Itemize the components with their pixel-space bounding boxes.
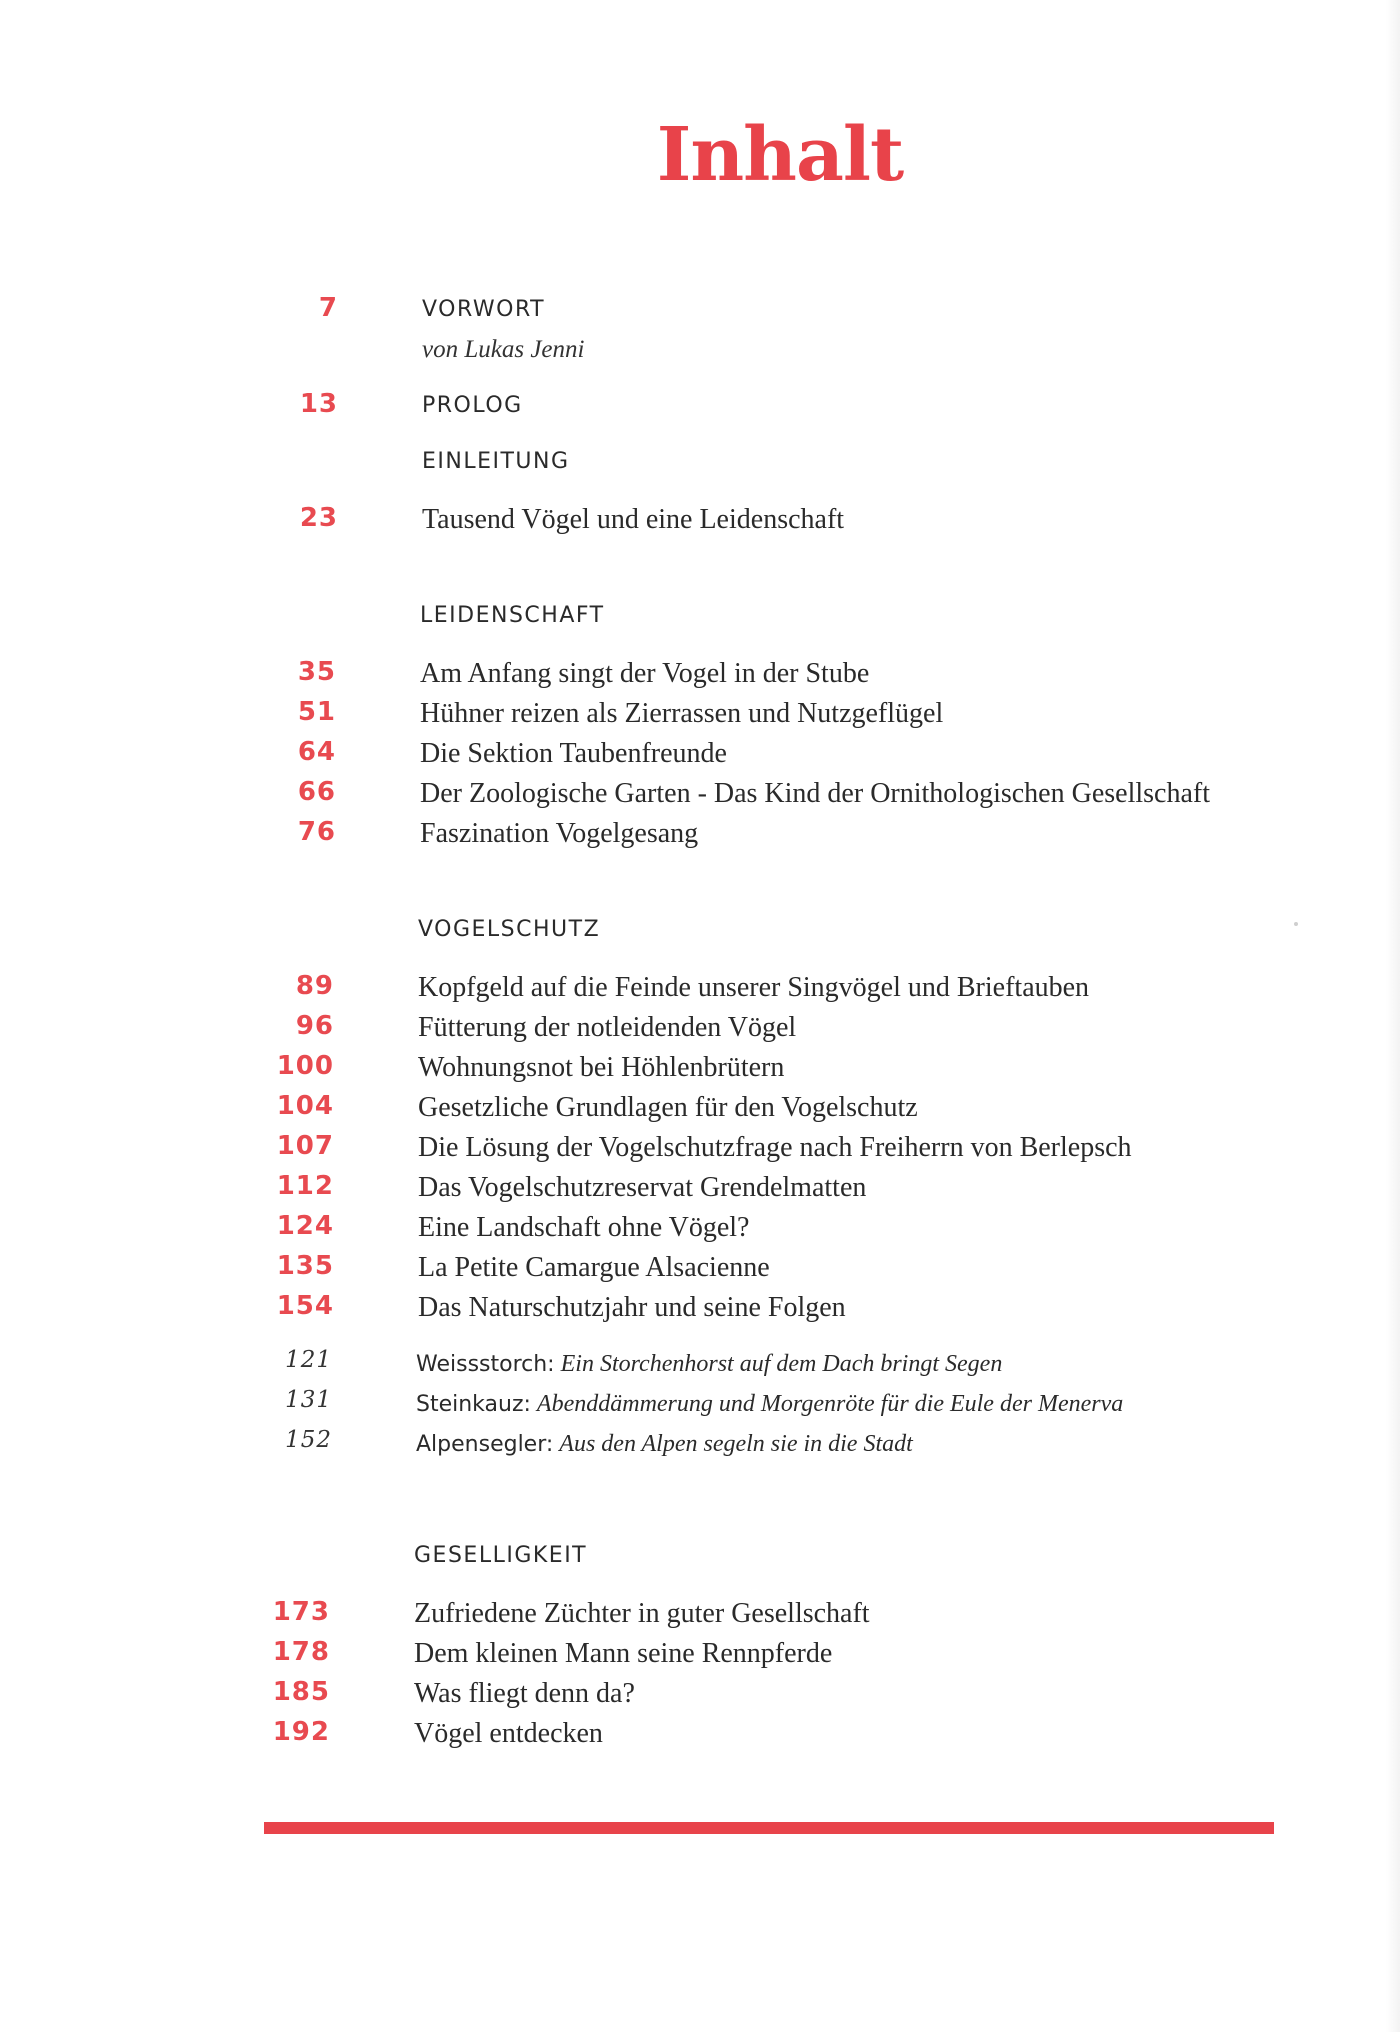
entry-title: Dem kleinen Mann seine Rennpferde — [414, 1638, 833, 1669]
section-heading-leidenschaft: LEIDENSCHAFT — [420, 603, 605, 628]
page-number: 76 — [297, 817, 336, 847]
portrait-title — [416, 1344, 1002, 1385]
page-number: 107 — [276, 1131, 334, 1161]
entry-title: Gesetzliche Grundlagen für den Vogelschutz — [418, 1092, 918, 1123]
page-number: 64 — [297, 737, 336, 767]
entry-title: Vögel entdecken — [414, 1718, 603, 1749]
page-number: 192 — [272, 1717, 330, 1747]
portrait-description: Aus den Alpen segeln sie in die Stadt — [559, 1431, 913, 1457]
page-number: 124 — [276, 1211, 334, 1241]
bird-name: Weissstorch: — [416, 1352, 555, 1377]
entry-title: Das Naturschutzjahr und seine Folgen — [418, 1292, 846, 1323]
entry-title: Hühner reizen als Zierrassen und Nutzgeflügel — [420, 698, 944, 729]
portrait-title — [416, 1424, 913, 1465]
entry-title: Die Lösung der Vogelschutzfrage nach Freiherrn von Berlepsch — [418, 1132, 1132, 1163]
paper-speck — [1294, 922, 1298, 926]
page-number: 35 — [297, 657, 336, 687]
entry-title: Das Vogelschutzreservat Grendelmatten — [418, 1172, 867, 1203]
entry-title: Faszination Vogelgesang — [420, 818, 699, 849]
entry-title: Fütterung der notleidenden Vögel — [418, 1012, 797, 1043]
page-number: 7 — [318, 293, 338, 323]
page-number: 121 — [285, 1347, 332, 1373]
entry-title: PROLOG — [422, 393, 523, 418]
entry-title: Die Sektion Taubenfreunde — [420, 738, 727, 769]
page-number: 23 — [299, 503, 338, 533]
entry-title: La Petite Camargue Alsacienne — [418, 1252, 770, 1283]
entry-title: Am Anfang singt der Vogel in der Stube — [420, 658, 870, 689]
portrait-description: Ein Storchenhorst auf dem Dach bringt Segen — [560, 1351, 1003, 1377]
entry-title: Wohnungsnot bei Höhlenbrütern — [418, 1052, 785, 1083]
section-heading-einleitung: EINLEITUNG — [422, 449, 570, 474]
entry-title: Kopfgeld auf die Feinde unserer Singvögel und Brieftauben — [418, 972, 1090, 1003]
page-number: 89 — [295, 971, 334, 1001]
page-number: 152 — [285, 1427, 332, 1453]
page-title: Inhalt — [656, 112, 904, 198]
page-number: 104 — [276, 1091, 334, 1121]
page-number: 96 — [295, 1011, 334, 1041]
entry-title: Was fliegt denn da? — [414, 1678, 635, 1709]
page-number: 51 — [297, 697, 336, 727]
page-number: 100 — [276, 1051, 334, 1081]
page-number: 131 — [285, 1387, 332, 1413]
portrait-title — [416, 1384, 1123, 1425]
page-number: 112 — [276, 1171, 334, 1201]
entry-title: Der Zoologische Garten - Das Kind der Ornithologischen Gesellschaft — [420, 778, 1210, 809]
page-number: 154 — [276, 1291, 334, 1321]
page-number: 13 — [299, 389, 338, 419]
entry-title: Tausend Vögel und eine Leidenschaft — [422, 504, 845, 535]
page-number: 178 — [272, 1637, 330, 1667]
bird-name: Steinkauz: — [416, 1392, 531, 1417]
page-number: 185 — [272, 1677, 330, 1707]
page-edge-shadow — [1386, 0, 1400, 2032]
section-heading-geselligkeit: GESELLIGKEIT — [414, 1543, 588, 1568]
red-divider-rule — [264, 1822, 1274, 1834]
entry-author: von Lukas Jenni — [422, 336, 585, 363]
section-heading-vogelschutz: VOGELSCHUTZ — [418, 917, 601, 942]
entry-title: Eine Landschaft ohne Vögel? — [418, 1212, 750, 1243]
entry-title: Zufriedene Züchter in guter Gesellschaft — [414, 1598, 870, 1629]
page-number: 66 — [297, 777, 336, 807]
page-number: 173 — [272, 1597, 330, 1627]
portrait-description: Abenddämmerung und Morgenröte für die Eule der Menerva — [536, 1391, 1124, 1417]
page-number: 135 — [276, 1251, 334, 1281]
bird-name: Alpensegler: — [416, 1432, 554, 1457]
entry-title: VORWORT — [422, 297, 546, 322]
